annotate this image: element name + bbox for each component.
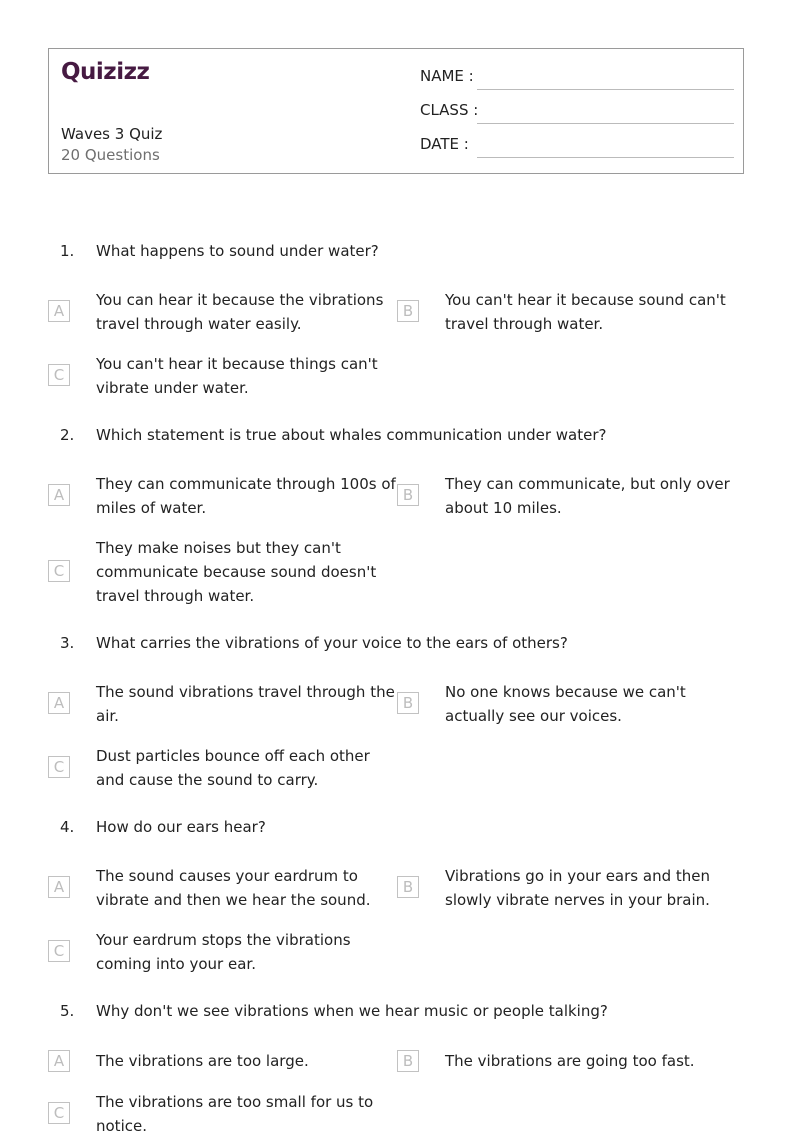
date-label: DATE : bbox=[420, 135, 469, 153]
option-letter-box: B bbox=[397, 300, 419, 322]
option-letter-box: A bbox=[48, 876, 70, 898]
option-text: The sound vibrations travel through the air. bbox=[96, 683, 395, 725]
question-number: 1. bbox=[60, 242, 75, 260]
option-text: Your eardrum stops the vibrations coming into your ear. bbox=[96, 931, 351, 973]
option-text: The sound causes your eardrum to vibrate and then we hear the sound. bbox=[96, 867, 371, 909]
option-letter-box: C bbox=[48, 940, 70, 962]
option-text: They make noises but they can't communicate because sound doesn't travel through water. bbox=[96, 539, 377, 605]
class-line[interactable] bbox=[477, 123, 734, 124]
question-text: What carries the vibrations of your voice to the ears of others? bbox=[96, 634, 568, 652]
option-letter-box: C bbox=[48, 1102, 70, 1124]
question-number: 4. bbox=[60, 818, 75, 836]
name-line[interactable] bbox=[477, 89, 734, 90]
option-letter-box: C bbox=[48, 756, 70, 778]
option-text: The vibrations are too large. bbox=[96, 1052, 309, 1070]
option-letter-box: C bbox=[48, 364, 70, 386]
class-field bbox=[420, 101, 734, 125]
worksheet-header bbox=[48, 48, 744, 174]
name-field bbox=[420, 67, 734, 91]
option-letter-box: B bbox=[397, 876, 419, 898]
question-text: Which statement is true about whales communication under water? bbox=[96, 426, 607, 444]
class-label: CLASS : bbox=[420, 101, 479, 119]
question-number: 3. bbox=[60, 634, 75, 652]
option-text: The vibrations are too small for us to notice. bbox=[96, 1093, 374, 1135]
date-line[interactable] bbox=[477, 157, 734, 158]
option-letter-box: A bbox=[48, 484, 70, 506]
question-text: What happens to sound under water? bbox=[96, 242, 379, 260]
option-letter-box: B bbox=[397, 692, 419, 714]
question-count: 20 Questions bbox=[61, 146, 160, 164]
option-letter-box: A bbox=[48, 300, 70, 322]
option-text: You can't hear it because sound can't travel through water. bbox=[445, 291, 726, 333]
option-text: You can hear it because the vibrations travel through water easily. bbox=[96, 291, 384, 333]
quizizz-logo: Quizizz bbox=[61, 59, 150, 85]
name-label: NAME : bbox=[420, 67, 474, 85]
date-field bbox=[420, 135, 734, 159]
option-letter-box: B bbox=[397, 1050, 419, 1072]
option-letter-box: A bbox=[48, 692, 70, 714]
question-number: 5. bbox=[60, 1002, 75, 1020]
question-text: How do our ears hear? bbox=[96, 818, 266, 836]
option-letter-box: A bbox=[48, 1050, 70, 1072]
option-text: You can't hear it because things can't vibrate under water. bbox=[96, 355, 378, 397]
option-text: They can communicate, but only over about 10 miles. bbox=[445, 475, 730, 517]
option-text: Vibrations go in your ears and then slowly vibrate nerves in your brain. bbox=[445, 867, 710, 909]
option-letter-box: B bbox=[397, 484, 419, 506]
option-letter-box: C bbox=[48, 560, 70, 582]
option-text: No one knows because we can't actually see our voices. bbox=[445, 683, 686, 725]
quiz-title: Waves 3 Quiz bbox=[61, 125, 163, 143]
question-text: Why don't we see vibrations when we hear music or people talking? bbox=[96, 1002, 608, 1020]
option-text: The vibrations are going too fast. bbox=[445, 1052, 695, 1070]
question-number: 2. bbox=[60, 426, 75, 444]
option-text: Dust particles bounce off each other and cause the sound to carry. bbox=[96, 747, 370, 789]
option-text: They can communicate through 100s of miles of water. bbox=[96, 475, 396, 517]
